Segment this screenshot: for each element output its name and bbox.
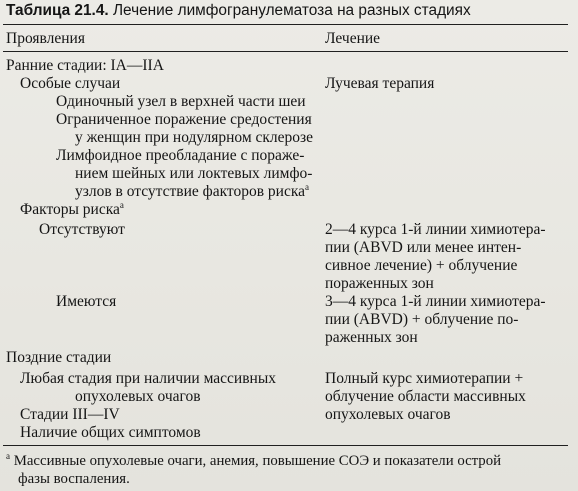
header-rule (3, 51, 568, 52)
footnote-marker: a (6, 451, 10, 461)
table-title (6, 2, 571, 20)
footnote-marker: a (119, 200, 124, 210)
footnote-marker: a (305, 182, 310, 192)
special-case-item (75, 183, 309, 201)
early-stages-heading: Ранние стадии: IA—IIA (6, 57, 164, 74)
late-treatment-line: опухолевых очагов (325, 406, 451, 423)
special-case-item-text: узлов в отсутствие факторов риска (75, 183, 306, 200)
late-treatment-line: Полный курс химиотерапии + (325, 370, 524, 387)
late-stage-item: Наличие общих симптомов (20, 424, 201, 441)
column-header-treatment: Лечение (325, 30, 381, 47)
risk-absent-treatment-line: 2—4 курса 1-й линии химиотера- (325, 221, 546, 238)
column-header-manifestations: Проявления (6, 30, 85, 47)
risk-absent-treatment-line: пии (ABVD или менее интен- (325, 239, 522, 256)
risk-present-treatment-line: пии (ABVD) + облучение по- (325, 311, 519, 328)
special-case-item: Одиночный узел в верхней части шеи (56, 93, 306, 110)
special-case-item: нием шейных или локтевых лимфо- (75, 165, 313, 182)
special-case-item: Лимфоидное преобладание с пораже- (56, 147, 305, 164)
risk-present-treatment-line: 3—4 курса 1-й линии химиотера- (325, 293, 546, 310)
table-caption: Лечение лимфогранулематоза на разных стадиях (112, 2, 471, 19)
special-cases-treatment: Лучевая терапия (325, 75, 435, 92)
footnote-line: фазы воспаления. (18, 471, 130, 487)
late-stage-item: Любая стадия при наличии массивных (20, 370, 276, 387)
late-stage-item: Стадии III—IV (20, 406, 120, 423)
risk-present-label: Имеются (56, 293, 117, 310)
risk-factors-label-text: Факторы риска (20, 201, 120, 218)
footnote-text: Массивные опухолевые очаги, анемия, повышение СОЭ и показатели острой (13, 453, 502, 469)
top-rule (3, 24, 568, 25)
late-treatment-line: облучение области массивных (325, 388, 526, 405)
risk-absent-label: Отсутствуют (39, 221, 125, 238)
special-case-item: у женщин при нодулярном склерозе (75, 129, 314, 146)
risk-absent-treatment-line: сивное лечение) + облучение (325, 257, 518, 274)
risk-factors-label (20, 201, 124, 219)
table-number: Таблица 21.4. (6, 2, 109, 19)
risk-present-treatment-line: раженных зон (325, 329, 418, 346)
bottom-rule (3, 445, 568, 446)
late-stages-heading: Поздние стадии (6, 349, 112, 366)
footnote-line (6, 452, 501, 470)
late-stage-item: опухолевых очагов (75, 388, 201, 405)
special-cases-label: Особые случаи (20, 75, 121, 92)
risk-absent-treatment-line: пораженных зон (325, 275, 434, 292)
special-case-item: Ограниченное поражение средостения (56, 111, 312, 128)
